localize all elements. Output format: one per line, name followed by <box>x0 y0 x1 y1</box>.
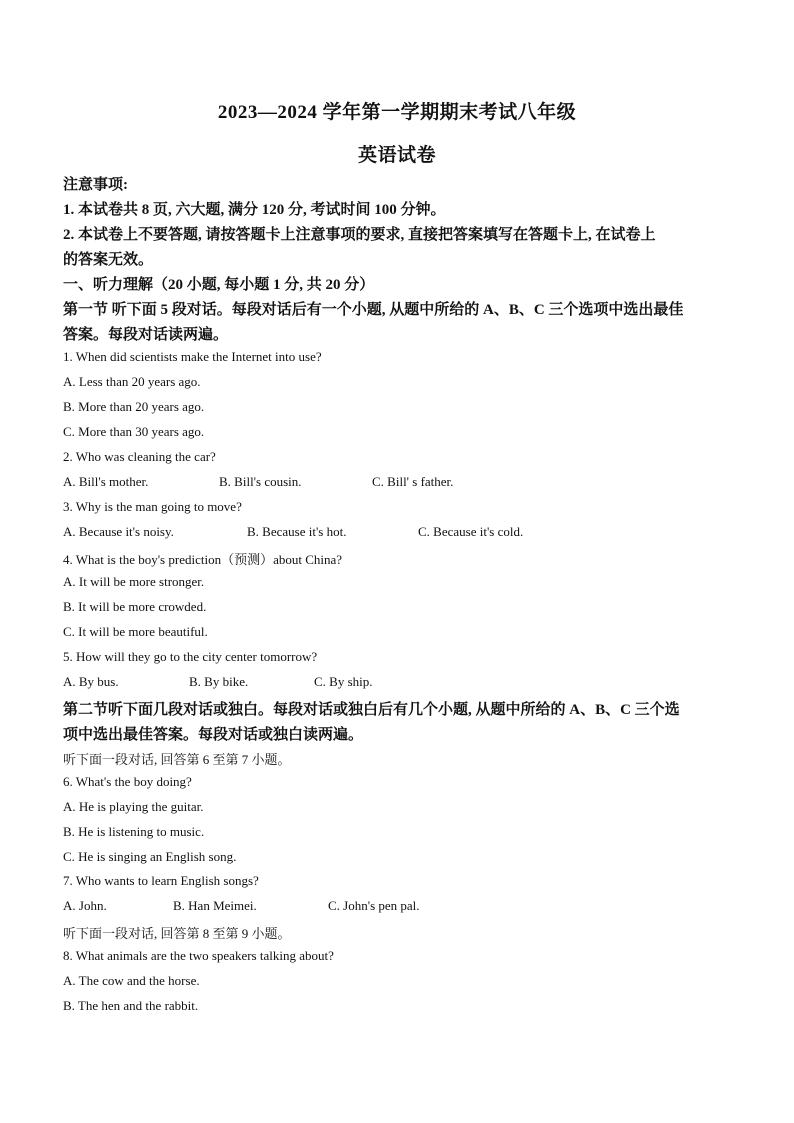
question-4-option-b: B. It will be more crowded. <box>63 599 207 614</box>
question-5: 5. How will they go to the city center tomorrow? <box>63 649 318 664</box>
question-6-option-c: C. He is singing an English song. <box>63 849 237 864</box>
notice-heading: 注意事项: <box>63 177 128 193</box>
question-7-option-a: A. John. <box>63 898 107 913</box>
question-2-option-c: C. Bill' s father. <box>372 474 454 489</box>
notice-item-1: 1. 本试卷共 8 页, 六大题, 满分 120 分, 考试时间 100 分钟。 <box>63 202 446 218</box>
part1-heading: 一、听力理解（20 小题, 每小题 1 分, 共 20 分） <box>63 277 375 293</box>
question-4-option-a: A. It will be more stronger. <box>63 574 205 589</box>
question-3-option-c: C. Because it's cold. <box>418 524 524 539</box>
instruction-questions-6-7: 听下面一段对话, 回答第 6 至第 7 小题。 <box>63 752 291 767</box>
question-5-option-b: B. By bike. <box>189 674 249 689</box>
notice-item-2-line-1: 2. 本试卷上不要答题, 请按答题卡上注意事项的要求, 直接把答案填写在答题卡上, 在试卷上 <box>63 227 656 243</box>
question-7-option-c: C. John's pen pal. <box>328 898 420 913</box>
exam-subtitle: 英语试卷 <box>357 145 436 166</box>
question-2-option-b: B. Bill's cousin. <box>219 474 302 489</box>
question-5-option-c: C. By ship. <box>314 674 373 689</box>
instruction-questions-8-9: 听下面一段对话, 回答第 8 至第 9 小题。 <box>63 926 291 941</box>
question-4: 4. What is the boy's prediction（预测）about China? <box>63 552 343 567</box>
question-6-option-a: A. He is playing the guitar. <box>63 799 204 814</box>
question-7-option-b: B. Han Meimei. <box>173 898 257 913</box>
question-2-option-a: A. Bill's mother. <box>63 474 149 489</box>
exam-title: 2023—2024 学年第一学期期末考试八年级 <box>217 102 577 123</box>
question-8-option-b: B. The hen and the rabbit. <box>63 998 199 1013</box>
question-7: 7. Who wants to learn English songs? <box>63 873 259 888</box>
question-1-option-b: B. More than 20 years ago. <box>63 399 205 414</box>
question-3-option-a: A. Because it's noisy. <box>63 524 174 539</box>
section1-instruction-line-1: 第一节 听下面 5 段对话。每段对话后有一个小题, 从题中所给的 A、B、C 三个选项中选出最佳 <box>63 302 684 318</box>
section2-instruction-line-2: 项中选出最佳答案。每段对话或独白读两遍。 <box>63 727 364 743</box>
section2-instruction-line-1: 第二节听下面几段对话或独白。每段对话或独白后有几个小题, 从题中所给的 A、B、C 三个选 <box>63 702 680 718</box>
question-3: 3. Why is the man going to move? <box>63 499 242 514</box>
question-1: 1. When did scientists make the Internet into use? <box>63 349 322 364</box>
question-8: 8. What animals are the two speakers talking about? <box>63 948 334 963</box>
question-8-option-a: A. The cow and the horse. <box>63 973 200 988</box>
question-3-option-b: B. Because it's hot. <box>247 524 347 539</box>
notice-item-2-line-2: 的答案无效。 <box>63 252 154 268</box>
question-2: 2. Who was cleaning the car? <box>63 449 216 464</box>
question-4-option-c: C. It will be more beautiful. <box>63 624 208 639</box>
question-1-option-a: A. Less than 20 years ago. <box>63 374 201 389</box>
question-5-option-a: A. By bus. <box>63 674 119 689</box>
section1-instruction-line-2: 答案。每段对话读两遍。 <box>63 327 229 343</box>
question-6-option-b: B. He is listening to music. <box>63 824 205 839</box>
question-6: 6. What's the boy doing? <box>63 774 192 789</box>
question-1-option-c: C. More than 30 years ago. <box>63 424 205 439</box>
